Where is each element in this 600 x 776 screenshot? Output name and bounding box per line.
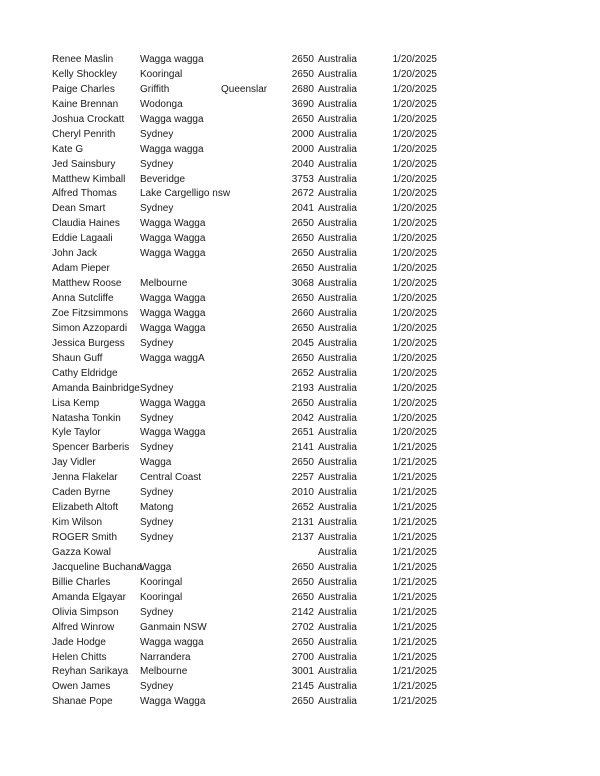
table-row	[0, 352, 600, 367]
city-cell: Wagga wagga	[140, 143, 204, 155]
city-cell: Sydney	[140, 606, 174, 618]
city-cell: Wagga Wagga	[140, 248, 206, 260]
state-cell: Queenslar	[221, 83, 268, 95]
date-cell: 1/20/2025	[392, 337, 437, 349]
postcode-cell: 2650	[291, 322, 314, 334]
country-cell: Australia	[318, 188, 357, 200]
postcode-cell: 2650	[291, 54, 314, 65]
city-cell: Sydney	[140, 532, 174, 543]
country-cell: Australia	[318, 113, 357, 125]
country-cell: Australia	[318, 83, 357, 95]
country-cell: Australia	[318, 696, 357, 708]
city-cell: Ganmain NSW	[140, 621, 207, 633]
postcode-cell: 2650	[291, 248, 314, 260]
name-cell: Kaine Brennan	[52, 98, 119, 110]
country-cell: Australia	[318, 606, 357, 618]
postcode-cell: 3753	[291, 173, 314, 185]
table-row	[0, 173, 600, 188]
table-row	[0, 68, 600, 83]
country-cell: Australia	[318, 487, 357, 499]
date-cell: 1/20/2025	[392, 412, 437, 424]
table-row	[0, 143, 600, 158]
date-cell: 1/21/2025	[392, 591, 437, 603]
table-row	[0, 307, 600, 322]
city-cell: Wodonga	[140, 98, 183, 110]
postcode-cell: 2650	[291, 561, 314, 573]
name-cell: Joshua Crockatt	[52, 113, 125, 125]
table-row	[0, 665, 600, 680]
name-cell: Eddie Lagaali	[52, 233, 113, 245]
name-cell: Helen Chitts	[52, 651, 107, 663]
city-cell: Sydney	[140, 442, 174, 454]
country-cell: Australia	[318, 367, 357, 379]
name-cell: Alfred Winrow	[52, 621, 115, 633]
table-row	[0, 531, 600, 546]
name-cell: Claudia Haines	[52, 218, 120, 230]
city-cell: Wagga Wagga	[140, 293, 206, 304]
table-row	[0, 232, 600, 247]
country-cell: Australia	[318, 651, 357, 663]
country-cell: Australia	[318, 352, 357, 364]
name-cell: Lisa Kemp	[52, 397, 100, 409]
name-cell: Jenna Flakelar	[52, 472, 118, 484]
country-cell: Australia	[318, 68, 357, 80]
city-cell: Wagga Wagga	[140, 397, 206, 409]
date-cell: 1/20/2025	[392, 382, 437, 394]
postcode-cell: 2650	[291, 218, 314, 230]
name-cell: Alfred Thomas	[52, 188, 117, 200]
table-row	[0, 337, 600, 352]
date-cell: 1/20/2025	[392, 248, 437, 260]
name-cell: ROGER Smith	[52, 532, 118, 543]
postcode-cell: 2137	[291, 532, 314, 543]
name-cell: Matthew Kimball	[52, 173, 126, 185]
postcode-cell: 2040	[291, 158, 314, 170]
country-cell: Australia	[318, 546, 357, 558]
name-cell: Jacqueline Buchana	[52, 561, 143, 573]
country-cell: Australia	[318, 427, 357, 439]
name-cell: Caden Byrne	[52, 487, 111, 499]
name-cell: Kelly Shockley	[52, 68, 118, 80]
date-cell: 1/20/2025	[392, 173, 437, 185]
country-cell: Australia	[318, 98, 357, 110]
postcode-cell: 2650	[291, 352, 314, 364]
city-cell: Kooringal	[140, 591, 183, 603]
table-row	[0, 606, 600, 621]
city-cell: Sydney	[140, 487, 174, 499]
date-cell: 1/21/2025	[392, 606, 437, 618]
table-row	[0, 621, 600, 636]
table-row	[0, 636, 600, 651]
date-cell: 1/21/2025	[392, 517, 437, 529]
name-cell: Anna Sutcliffe	[52, 293, 114, 304]
country-cell: Australia	[318, 502, 357, 514]
date-cell: 1/20/2025	[392, 397, 437, 409]
city-cell: Wagga Wagga	[140, 322, 206, 334]
country-cell: Australia	[318, 173, 357, 185]
name-cell: Paige Charles	[52, 83, 115, 95]
country-cell: Australia	[318, 442, 357, 454]
table-row	[0, 113, 600, 128]
date-cell: 1/21/2025	[392, 487, 437, 499]
postcode-cell: 2045	[291, 337, 314, 349]
table-row	[0, 217, 600, 232]
date-cell: 1/21/2025	[392, 621, 437, 633]
postcode-cell: 2680	[291, 83, 314, 95]
date-cell: 1/20/2025	[392, 143, 437, 155]
postcode-cell: 2650	[291, 696, 314, 708]
postcode-cell: 2652	[291, 367, 314, 379]
name-cell: Adam Pieper	[52, 263, 110, 275]
city-cell: Lake Cargelligo nsw	[140, 188, 231, 200]
postcode-cell: 2650	[291, 293, 314, 304]
city-cell: Wagga	[140, 457, 172, 469]
name-cell: Kyle Taylor	[52, 427, 101, 439]
city-cell: Sydney	[140, 681, 174, 693]
postcode-cell: 2650	[291, 263, 314, 275]
table-row	[0, 412, 600, 427]
table-row	[0, 277, 600, 292]
name-cell: John Jack	[52, 248, 98, 260]
country-cell: Australia	[318, 576, 357, 588]
postcode-cell: 2650	[291, 233, 314, 245]
city-cell: Sydney	[140, 412, 174, 424]
name-cell: Shanae Pope	[52, 696, 113, 708]
date-cell: 1/20/2025	[392, 233, 437, 245]
name-cell: Amanda Elgayar	[52, 591, 126, 603]
country-cell: Australia	[318, 307, 357, 319]
country-cell: Australia	[318, 218, 357, 230]
table-row	[0, 501, 600, 516]
city-cell: Sydney	[140, 517, 174, 529]
postcode-cell: 2650	[291, 457, 314, 469]
country-cell: Australia	[318, 233, 357, 245]
table-row	[0, 441, 600, 456]
city-cell: Wagga wagga	[140, 113, 204, 125]
table-row	[0, 83, 600, 98]
date-cell: 1/20/2025	[392, 54, 437, 65]
country-cell: Australia	[318, 203, 357, 215]
postcode-cell: 2672	[291, 188, 314, 200]
name-cell: Kim Wilson	[52, 517, 103, 529]
table-row	[0, 397, 600, 412]
city-cell: Wagga waggA	[140, 352, 205, 364]
table-row	[0, 680, 600, 695]
city-cell: Sydney	[140, 203, 174, 215]
country-cell: Australia	[318, 263, 357, 275]
date-cell: 1/20/2025	[392, 322, 437, 334]
name-cell: Olivia Simpson	[52, 606, 119, 618]
table-row	[0, 128, 600, 143]
country-cell: Australia	[318, 397, 357, 409]
city-cell: Wagga Wagga	[140, 427, 206, 439]
date-cell: 1/20/2025	[392, 83, 437, 95]
postcode-cell: 2702	[291, 621, 314, 633]
postcode-cell: 2650	[291, 636, 314, 648]
postcode-cell: 2651	[291, 427, 314, 439]
country-cell: Australia	[318, 293, 357, 304]
table-row	[0, 53, 600, 68]
postcode-cell: 2193	[291, 382, 314, 394]
table-row	[0, 426, 600, 441]
table-row	[0, 292, 600, 307]
postcode-cell: 2650	[291, 113, 314, 125]
postcode-cell: 2000	[291, 143, 314, 155]
country-cell: Australia	[318, 457, 357, 469]
city-cell: Kooringal	[140, 576, 183, 588]
table-row	[0, 471, 600, 486]
date-cell: 1/20/2025	[392, 68, 437, 80]
table-row	[0, 695, 600, 710]
city-cell: Wagga	[140, 561, 172, 573]
country-cell: Australia	[318, 517, 357, 529]
city-cell: Melbourne	[140, 278, 188, 290]
name-cell: Jade Hodge	[52, 636, 106, 648]
name-cell: Dean Smart	[52, 203, 106, 215]
date-cell: 1/20/2025	[392, 367, 437, 379]
postcode-cell: 2652	[291, 502, 314, 514]
country-cell: Australia	[318, 412, 357, 424]
country-cell: Australia	[318, 337, 357, 349]
postcode-cell: 2042	[291, 412, 314, 424]
postcode-cell: 2257	[291, 472, 314, 484]
country-cell: Australia	[318, 54, 357, 65]
table-row	[0, 456, 600, 471]
postcode-cell: 2650	[291, 591, 314, 603]
date-cell: 1/21/2025	[392, 651, 437, 663]
country-cell: Australia	[318, 681, 357, 693]
date-cell: 1/20/2025	[392, 188, 437, 200]
name-cell: Spencer Barberis	[52, 442, 130, 454]
name-cell: Shaun Guff	[52, 352, 103, 364]
date-cell: 1/21/2025	[392, 472, 437, 484]
city-cell: Wagga wagga	[140, 54, 204, 65]
date-cell: 1/20/2025	[392, 128, 437, 140]
table-row	[0, 98, 600, 113]
postcode-cell: 2010	[291, 487, 314, 499]
table-row	[0, 187, 600, 202]
table-row	[0, 382, 600, 397]
date-cell: 1/21/2025	[392, 696, 437, 708]
table-row	[0, 322, 600, 337]
name-cell: Gazza Kowal	[52, 546, 111, 558]
postcode-cell: 2650	[291, 68, 314, 80]
data-table	[0, 53, 600, 710]
name-cell: Renee Maslin	[52, 54, 114, 65]
city-cell: Narrandera	[140, 651, 191, 663]
country-cell: Australia	[318, 591, 357, 603]
city-cell: Beveridge	[140, 173, 186, 185]
name-cell: Matthew Roose	[52, 278, 122, 290]
country-cell: Australia	[318, 532, 357, 543]
city-cell: Wagga Wagga	[140, 307, 206, 319]
name-cell: Kate G	[52, 143, 84, 155]
date-cell: 1/21/2025	[392, 666, 437, 678]
table-row	[0, 158, 600, 173]
date-cell: 1/20/2025	[392, 263, 437, 275]
date-cell: 1/20/2025	[392, 307, 437, 319]
country-cell: Australia	[318, 143, 357, 155]
date-cell: 1/21/2025	[392, 546, 437, 558]
table-row	[0, 546, 600, 561]
postcode-cell: 2145	[291, 681, 314, 693]
date-cell: 1/20/2025	[392, 427, 437, 439]
table-row	[0, 247, 600, 262]
city-cell: Wagga Wagga	[140, 218, 206, 230]
country-cell: Australia	[318, 382, 357, 394]
table-row	[0, 561, 600, 576]
postcode-cell: 2000	[291, 128, 314, 140]
city-cell: Sydney	[140, 128, 174, 140]
date-cell: 1/21/2025	[392, 502, 437, 514]
name-cell: Natasha Tonkin	[52, 412, 121, 424]
date-cell: 1/21/2025	[392, 681, 437, 693]
date-cell: 1/21/2025	[392, 576, 437, 588]
name-cell: Billie Charles	[52, 576, 111, 588]
name-cell: Jed Sainsbury	[52, 158, 116, 170]
postcode-cell: 2660	[291, 307, 314, 319]
table-row	[0, 486, 600, 501]
date-cell: 1/20/2025	[392, 352, 437, 364]
date-cell: 1/21/2025	[392, 532, 437, 543]
city-cell: Central Coast	[140, 472, 202, 484]
postcode-cell: 2041	[291, 203, 314, 215]
postcode-cell: 2650	[291, 397, 314, 409]
postcode-cell: 3068	[291, 278, 314, 290]
country-cell: Australia	[318, 278, 357, 290]
postcode-cell: 2131	[291, 517, 314, 529]
city-cell: Melbourne	[140, 666, 188, 678]
table-row	[0, 516, 600, 531]
city-cell: Wagga Wagga	[140, 696, 206, 708]
city-cell: Matong	[140, 502, 174, 514]
name-cell: Elizabeth Altoft	[52, 502, 119, 514]
name-cell: Zoe Fitzsimmons	[52, 307, 129, 319]
name-cell: Simon Azzopardi	[52, 322, 128, 334]
country-cell: Australia	[318, 636, 357, 648]
postcode-cell: 2650	[291, 576, 314, 588]
date-cell: 1/20/2025	[392, 218, 437, 230]
table-row	[0, 202, 600, 217]
name-cell: Amanda Bainbridge	[52, 382, 140, 394]
city-cell: Kooringal	[140, 68, 183, 80]
name-cell: Reyhan Sarikaya	[52, 666, 129, 678]
country-cell: Australia	[318, 666, 357, 678]
city-cell: Sydney	[140, 337, 174, 349]
table-row	[0, 367, 600, 382]
name-cell: Owen James	[52, 681, 111, 693]
date-cell: 1/21/2025	[392, 457, 437, 469]
country-cell: Australia	[318, 248, 357, 260]
city-cell: Griffith	[140, 83, 170, 95]
date-cell: 1/20/2025	[392, 113, 437, 125]
table-row	[0, 262, 600, 277]
postcode-cell: 2142	[291, 606, 314, 618]
table-row	[0, 651, 600, 666]
name-cell: Cheryl Penrith	[52, 128, 116, 140]
postcode-cell: 3001	[291, 666, 314, 678]
country-cell: Australia	[318, 322, 357, 334]
postcode-cell: 2700	[291, 651, 314, 663]
date-cell: 1/21/2025	[392, 636, 437, 648]
date-cell: 1/20/2025	[392, 158, 437, 170]
date-cell: 1/20/2025	[392, 278, 437, 290]
country-cell: Australia	[318, 472, 357, 484]
postcode-cell: 3690	[291, 98, 314, 110]
date-cell: 1/21/2025	[392, 561, 437, 573]
date-cell: 1/20/2025	[392, 293, 437, 304]
table-row	[0, 576, 600, 591]
country-cell: Australia	[318, 158, 357, 170]
city-cell: Wagga wagga	[140, 636, 204, 648]
name-cell: Jessica Burgess	[52, 337, 125, 349]
postcode-cell: 2141	[291, 442, 314, 454]
date-cell: 1/20/2025	[392, 203, 437, 215]
city-cell: Sydney	[140, 382, 174, 394]
name-cell: Jay Vidler	[52, 457, 96, 469]
country-cell: Australia	[318, 128, 357, 140]
city-cell: Wagga Wagga	[140, 233, 206, 245]
name-cell: Cathy Eldridge	[52, 367, 118, 379]
country-cell: Australia	[318, 561, 357, 573]
date-cell: 1/20/2025	[392, 98, 437, 110]
table-row	[0, 591, 600, 606]
city-cell: Sydney	[140, 158, 174, 170]
date-cell: 1/21/2025	[392, 442, 437, 454]
country-cell: Australia	[318, 621, 357, 633]
